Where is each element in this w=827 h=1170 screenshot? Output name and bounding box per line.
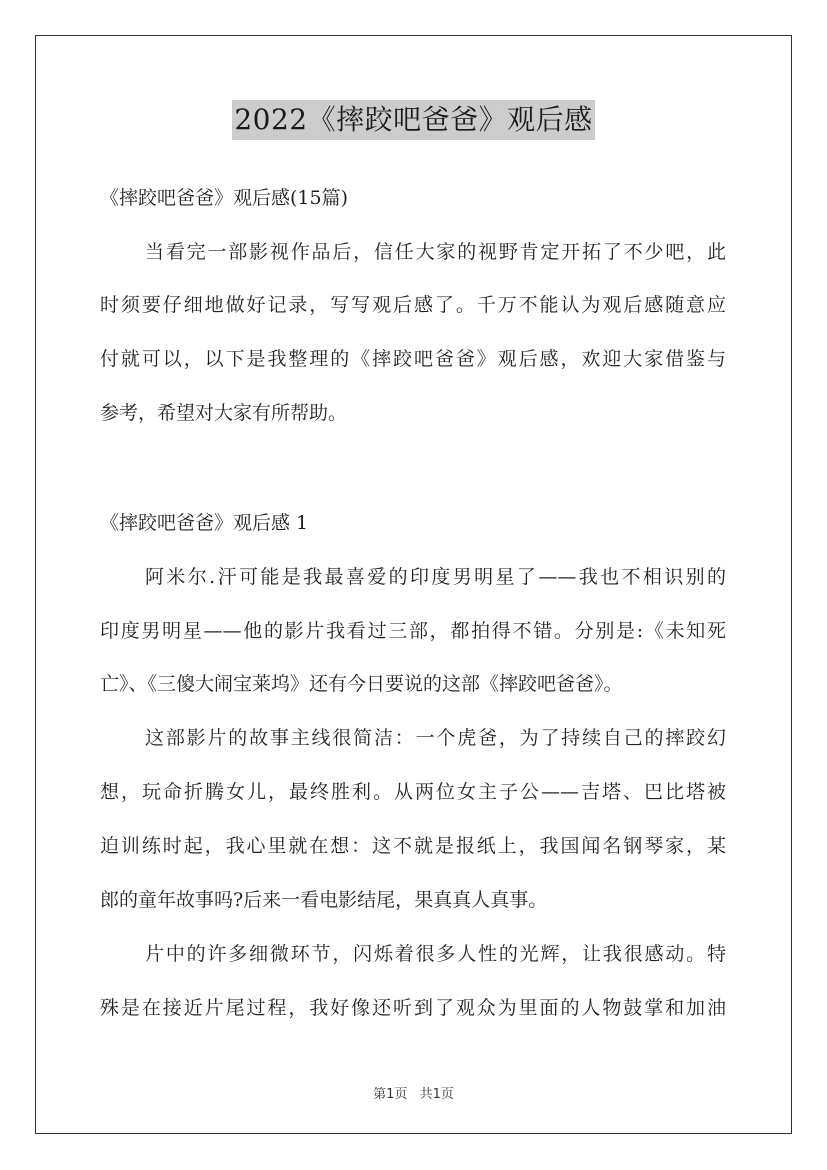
para3-line-2: 殊是在接近片尾过程，我好像还听到了观众为里面的人物鼓掌和加油 bbox=[100, 997, 726, 1019]
page-footer bbox=[0, 1083, 827, 1102]
title-container bbox=[0, 100, 827, 140]
para2-line-1: 这部影片的故事主线很简洁：一个虎爸，为了持续自己的摔跤幻 bbox=[145, 727, 726, 749]
subtitle: 《摔跤吧爸爸》观后感(15篇) bbox=[100, 187, 349, 209]
para1-line-3: 亡》、《三傻大闹宝莱坞》还有今日要说的这部《摔跤吧爸爸》。 bbox=[100, 673, 623, 695]
para3-line-1: 片中的许多细微环节，闪烁着很多人性的光辉，让我很感动。特 bbox=[145, 943, 726, 965]
intro-line-2: 时须要仔细地做好记录，写写观后感了。千万不能认为观后感随意应 bbox=[100, 294, 726, 316]
intro-line-3: 付就可以，以下是我整理的《摔跤吧爸爸》观后感，欢迎大家借鉴与 bbox=[100, 348, 726, 370]
document-title: 2022《摔跤吧爸爸》观后感 bbox=[232, 100, 594, 140]
page-number: 第1页 bbox=[373, 1087, 408, 1102]
intro-line-1: 当看完一部影视作品后，信任大家的视野肯定开拓了不少吧，此 bbox=[145, 241, 726, 263]
section-heading: 《摔跤吧爸爸》观后感 1 bbox=[100, 512, 309, 534]
para2-line-3: 迫训练时起，我心里就在想：这不就是报纸上，我国闻名钢琴家，某 bbox=[100, 835, 726, 857]
intro-line-4: 参考，希望对大家有所帮助。 bbox=[100, 402, 348, 424]
para2-line-2: 想，玩命折腾女儿，最终胜利。从两位女主子公——吉塔、巴比塔被 bbox=[100, 781, 726, 803]
para1-line-2: 印度男明星——他的影片我看过三部，都拍得不错。分别是:《未知死 bbox=[100, 620, 726, 642]
para1-line-1: 阿米尔.汗可能是我最喜爱的印度男明星了——我也不相识别的 bbox=[145, 566, 726, 588]
para2-line-4: 郎的童年故事吗?后来一看电影结尾，果真真人真事。 bbox=[100, 889, 548, 911]
page-total: 共1页 bbox=[419, 1087, 454, 1102]
